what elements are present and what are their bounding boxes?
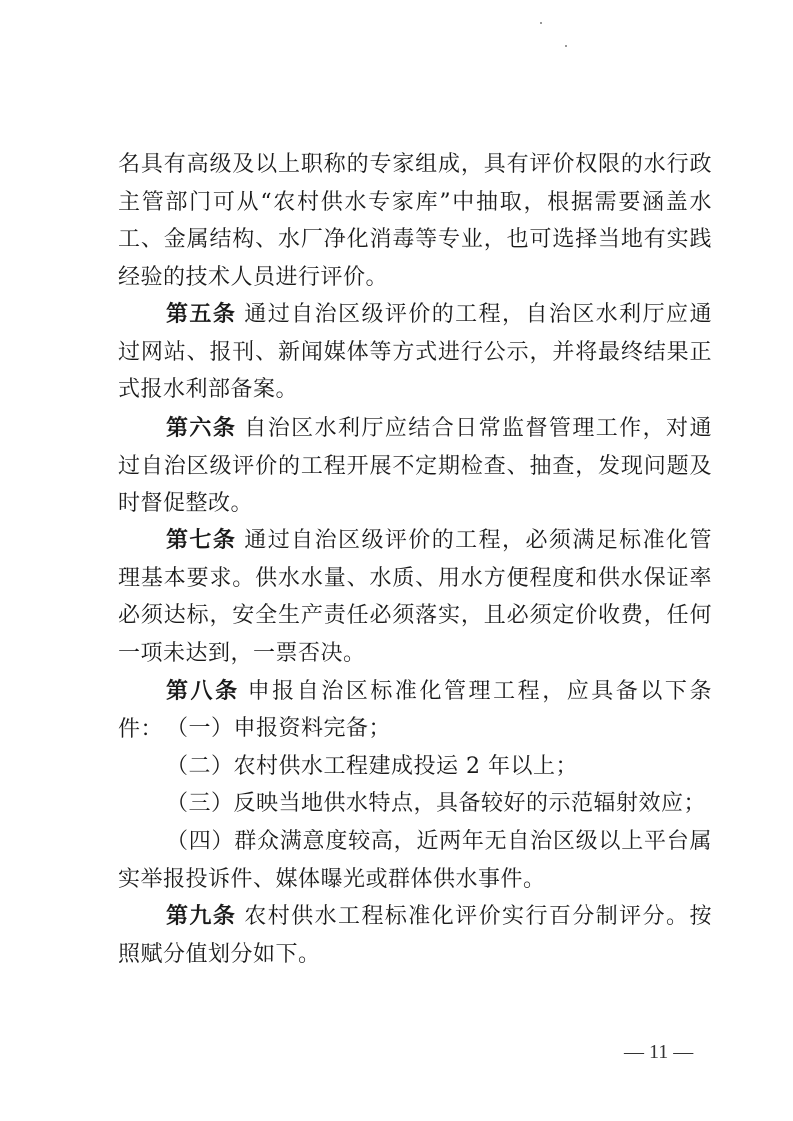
article-9	[118, 898, 712, 973]
article-heading: 第七条	[166, 527, 237, 553]
article-6	[118, 410, 712, 523]
page-number: — 11 —	[624, 1041, 694, 1063]
article-5	[118, 296, 712, 409]
scan-speck	[565, 45, 567, 47]
article-text: 申报自治区标准化管理工程，应具备以下条件：	[118, 679, 712, 742]
condition-text: （三）反映当地供水特点，具备较好的示范辐射效应；	[166, 791, 707, 816]
condition-item-3	[118, 785, 712, 823]
condition-item-2	[118, 748, 712, 786]
article-7	[118, 522, 712, 672]
article-heading: 第五条	[166, 301, 237, 327]
condition-item-4	[118, 823, 712, 898]
article-heading: 第八条	[166, 678, 240, 704]
scan-speck	[540, 22, 542, 24]
paragraph-text: 名具有高级及以上职称的专家组成，具有评价权限的水行政主管部门可从“农村供水专家库”中抽取，根据需要涵盖水工、金属结构、水厂净化消毒等专业，也可选择当地有实践经验的技术人员进行评价。	[118, 152, 712, 290]
condition-text: （一）申报资料完备；	[166, 716, 392, 741]
paragraph-continuation	[118, 146, 712, 296]
article-heading: 第六条	[166, 415, 237, 441]
article-text: 通过自治区级评价的工程，必须满足标准化管理基本要求。供水水量、水质、用水方便程度和供水保证率必须达标，安全生产责任必须落实，且必须定价收费，任何一项未达到，一票否决。	[118, 528, 712, 666]
article-text: 自治区水利厅应结合日常监督管理工作，对通过自治区级评价的工程开展不定期检查、抽查，发现问题及时督促整改。	[118, 416, 712, 516]
condition-item-1	[118, 710, 712, 748]
article-text: 通过自治区级评价的工程，自治区水利厅应通过网站、报刊、新闻媒体等方式进行公示，并将最终结果正式报水利部备案。	[118, 302, 712, 402]
condition-text: （四）群众满意度较高，近两年无自治区级以上平台属实举报投诉件、媒体曝光或群体供水事件。	[118, 829, 712, 892]
article-heading: 第九条	[166, 903, 237, 929]
condition-text: （二）农村供水工程建成投运 2 年以上；	[166, 754, 578, 779]
article-text: 农村供水工程标准化评价实行百分制评分。按照赋分值划分如下。	[118, 904, 712, 967]
